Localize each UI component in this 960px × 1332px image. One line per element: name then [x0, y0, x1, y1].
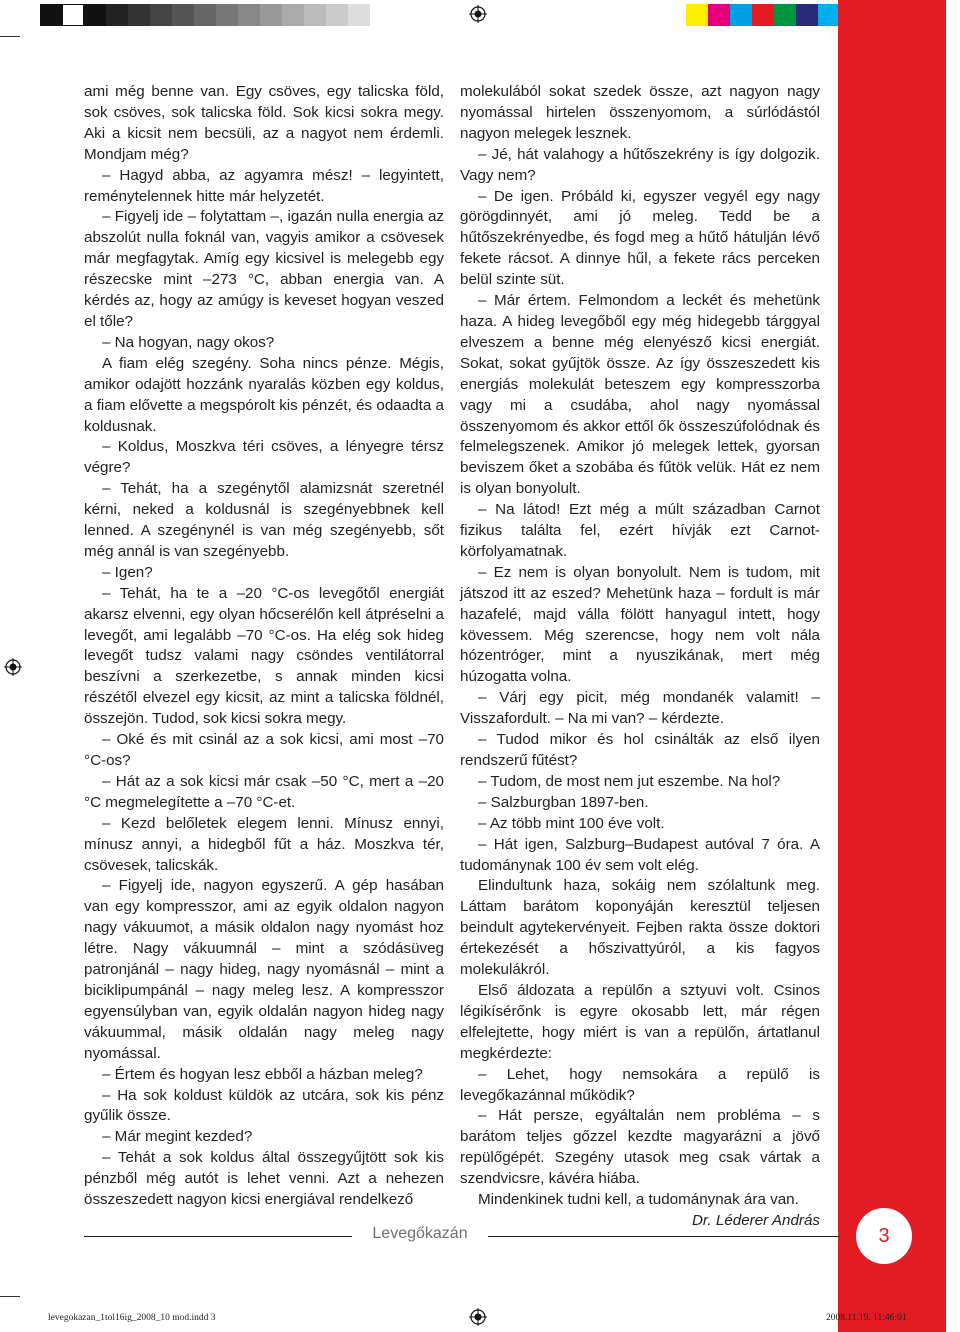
registration-mark-icon — [469, 1308, 487, 1326]
paragraph: – Hagyd abba, az agyamra mész! – legyintett, reménytelennek hitte már helyzetét. — [84, 166, 444, 205]
paragraph: – Jé, hát valahogy a hűtőszekrény is így dolgozik. Vagy nem? — [460, 145, 820, 184]
paragraph: – Salzburgban 1897-ben. — [478, 793, 649, 811]
paragraph: – Na hogyan, nagy okos? — [102, 333, 275, 351]
red-side-band — [838, 0, 960, 1332]
paragraph: – Figyelj ide – folytattam –, igazán nulla energia az abszolút nulla foknál van, vagyis amikor a csövesek már megfagytak. Amíg egy kicsivel is melegebb egy részecske mint –273 °C, abban energia van. A kérdés az, hogy az amúgy is keveset hogyan veszed el tőle? — [84, 208, 444, 330]
paragraph: – Várj egy picit, még mondanék valamit! – Visszafordult. – Na mi van? – kérdezte. — [460, 689, 820, 728]
paragraph: – Kezd belőletek elegem lenni. Mínusz ennyi, mínusz annyi, a hidegből fűt a ház. Moszkva tér, csövesek, talicskák. — [84, 814, 444, 874]
paragraph: – De igen. Próbáld ki, egyszer vegyél egy nagy görögdinnyét, ami jó meleg. Tedd be a hűtőszekrényedbe, és fogd meg a hűtő hátulján lévő fekete rácsot. A dinnye hűl, a fekete rács perceken belül szinte süt. — [460, 187, 820, 289]
paragraph: – Az több mint 100 éve volt. — [478, 814, 665, 832]
band-edge-strip — [946, 0, 960, 1332]
page-number: 3 — [856, 1208, 912, 1264]
text-column-left — [84, 82, 444, 1211]
paragraph: – Tudod mikor és hol csinálták az első ilyen rendszerű fűtést? — [460, 731, 820, 769]
paragraph: – Hát az a sok kicsi már csak –50 °C, mert a –20 °C megmelegítette a –70 °C-et. — [84, 772, 444, 811]
paragraph: – Koldus, Moszkva téri csöves, a lényegre térsz végre? — [84, 438, 444, 477]
paragraph: – Tudom, de most nem jut eszembe. Na hol? — [478, 772, 781, 790]
paragraph: – Hát igen, Salzburg–Budapest autóval 7 óra. A tudománynak 100 év sem volt elég. — [460, 835, 820, 874]
slug-right: 2008.11.19. 11:46:01 — [826, 1313, 907, 1323]
paragraph: – Ha sok koldust küldök az utcára, sok kis pénz gyűlik össze. — [84, 1086, 444, 1125]
paragraph: – Lehet, hogy nemsokára a repülő is levegőkazánnal működik? — [460, 1065, 820, 1104]
registration-mark-icon — [4, 658, 22, 676]
paragraph: – Oké és mit csinál az a sok kicsi, ami most –70 °C-os? — [84, 731, 444, 769]
paragraph: Mindenkinek tudni kell, a tudománynak ára van. — [478, 1191, 799, 1209]
registration-mark-icon — [469, 5, 487, 23]
paragraph: A fiam elég szegény. Soha nincs pénze. Mégis, amikor odajött hozzánk nyaralás közben egy koldus, a fiam elővette a megspórolt kis pénzét, és odaadta a koldusnak. — [84, 354, 444, 435]
crop-mark — [0, 1296, 20, 1297]
paragraph: – Már megint kezded? — [102, 1128, 253, 1146]
paragraph: – Tehát, ha a szegénytől alamizsnát szeretnél kérni, neked a koldusnál is szegényebbnek kell lenned. A szegénynél is van még szegényebb, sőt még annál is van szegényebb. — [84, 480, 444, 560]
paragraph: molekulából sokat szedek össze, azt nagyon nagy nyomással hirtelen összenyomom, a súrlódástól nagyon melegek lesznek. — [460, 83, 820, 142]
paragraph: – Tehát, ha te a –20 °C-os levegőtől energiát akarsz elvenni, egy olyan hőcserélőn kell átpréselni a levegőt, ami legalább –70 °C-os. Ha elég sok hideg levegőt tudsz valami nagy csöndes ventilátorral beszívni a szerkezetbe, s annak minden kicsi részétől elvezel egy kicsit, az mint a talicska földnél, összejön. Tudod, sok kicsi sokra megy. — [84, 584, 444, 728]
paragraph: – Figyelj ide, nagyon egyszerű. A gép hasában van egy kompresszor, ami az egyik oldalon nagyon nagy vákuumot, a másik oldalon nagy nyomást hoz létre. Nagy vákuumnál – mint a szódásüveg patronjánál – nagy hideg, nagy nyomásnál – mint a biciklipumpánál – nagy meleg lesz. A kompresszor egyensúlyban van, egyik oldalán nagyon hideg nagy vákuummal, másik oldalán nagy meleg nagy nyomással. — [84, 877, 444, 1062]
paragraph: – Tehát a sok koldus által összegyűjtött sok kis pénzből még autót is lehet venni. Azt a nehezen összeszedett nagyon kicsi energiával rendelkező — [84, 1149, 444, 1209]
text-column-right — [460, 82, 820, 1232]
slug-left: levegokazan_1tol16ig_2008_10 mod.indd 3 — [48, 1313, 216, 1323]
printer-grayscale-bar — [40, 4, 370, 26]
paragraph: – Már értem. Felmondom a leckét és mehetünk haza. A hideg levegőből egy még hidegebb tárggyal elveszem a benne még elenyésző kicsi energiát. Sokat, sokat gyűjtök össze. Az így összeszedett kis energiás molekulát beteszem egy kompresszorba vagy mi a csudába, ahol nagy nyomással összenyomom és akkor ettől ők összeszúfolódnak és felmelegszenek. Amikor jó melegek lettek, gyorsan beviszem őket a szobába és fűtök velük. Hát ez nem is olyan bonyolult. — [460, 292, 820, 498]
paragraph: – Igen? — [102, 563, 153, 581]
author-signature: Dr. Léderer András — [691, 1211, 820, 1229]
paragraph: – Hát persze, egyáltalán nem probléma – s barátom teljes gőzzel kezdte magyarázni a jövő repülőgépét. Szegény utasok meg csak vártak a szendvicsre, kávéra hiába. — [460, 1107, 820, 1188]
footer-title: Levegőkazán — [372, 1225, 468, 1242]
paragraph: Első áldozata a repülőn a sztyuvi volt. Csinos légikísérőnk is egyre okosabb lett, már régen elfelejtette, hogy miért is van a repülőn, ártatlanul megkérdezte: — [460, 981, 820, 1062]
paragraph: – Értem és hogyan lesz ebből a házban meleg? — [102, 1065, 423, 1083]
crop-mark — [0, 36, 20, 37]
footer-rule-right — [488, 1236, 840, 1237]
paragraph: – Ez nem is olyan bonyolult. Nem is tudom, mit játszod itt az eszed? Mehetünk haza – fordult is már hazafelé, majd válla fölött hanyagul intett, hogy kövessem. Még szerencse, hogy nem volt nála hózentróger, mint a nyuszikának, mert még húzogatta volna. — [460, 563, 820, 686]
paragraph: ami még benne van. Egy csöves, egy talicska föld, sok csöves, sok talicska föld. Sok kicsi sokra megy. Aki a kicsit nem becsüli, az a nagyot nem érdemli. Mondjam még? — [84, 83, 444, 163]
crop-mark — [946, 0, 947, 20]
paragraph: Elindultunk haza, sokáig nem szólaltunk meg. Láttam barátom koponyáján keresztül teljesen beindult agytekervényeit. Fejben rakta össze doktori értekezését a hőszivattyúról, a kis fagyos molekulákról. — [460, 877, 820, 979]
paragraph: – Na látod! Ezt még a múlt században Carnot fizikus találta fel, ezért hívják ezt Carnot-körfolyamatnak. — [460, 501, 820, 560]
footer-rule-left — [84, 1236, 352, 1237]
